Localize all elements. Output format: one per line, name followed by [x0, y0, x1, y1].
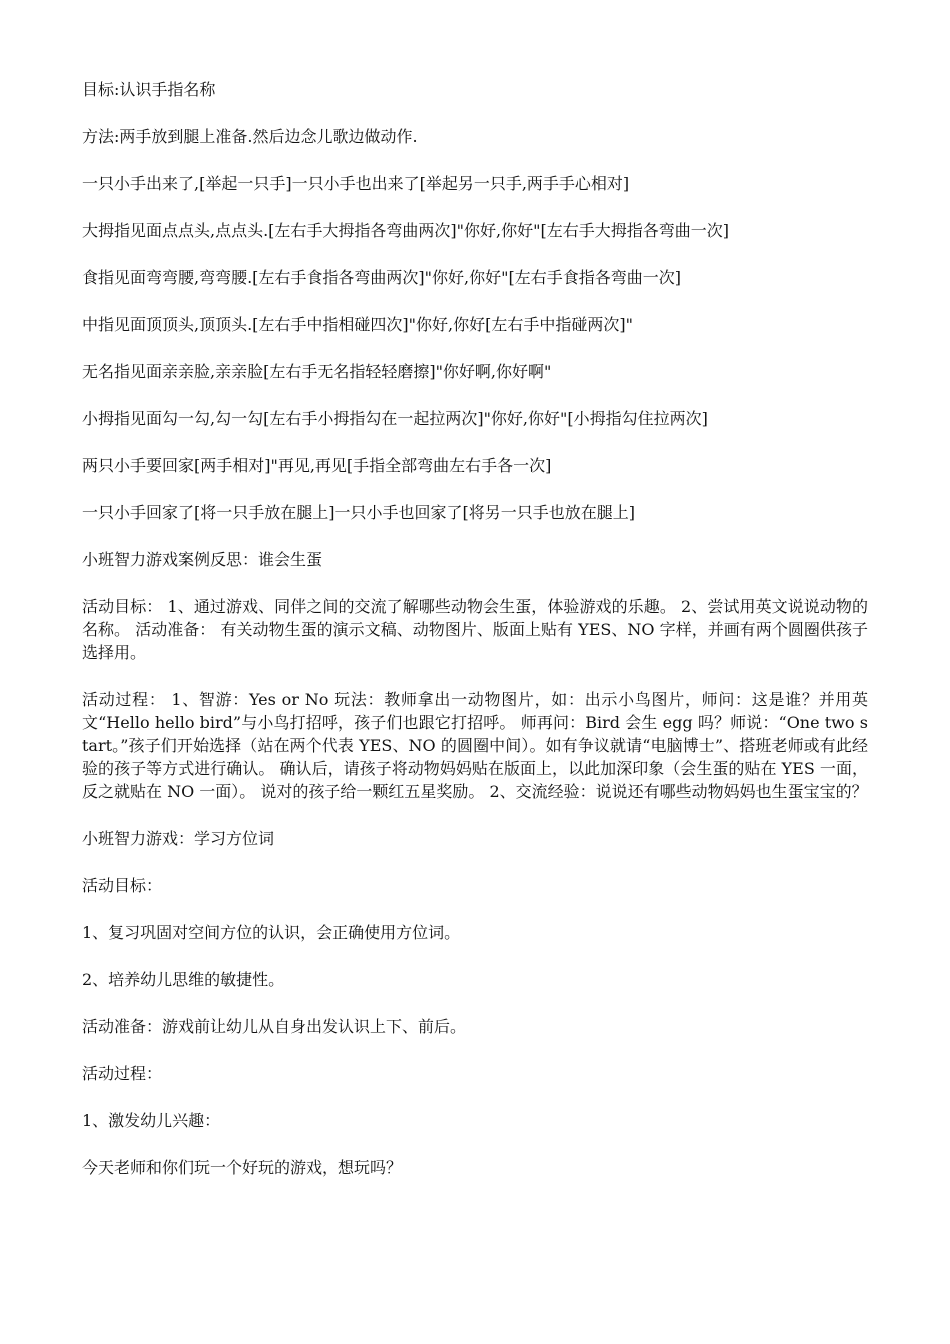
rhyme-line-index: 食指见面弯弯腰,弯弯腰.[左右手食指各弯曲两次]"你好,你好"[左右手食指各弯曲一次] — [82, 268, 681, 287]
egg-activity-goals: 活动目标： 1、通过游戏、同伴之间的交流了解哪些动物会生蛋，体验游戏的乐趣。 2、尝试用英文说说动物的名称。 活动准备： 有关动物生蛋的演示文稿、动物图片、版面上贴有 YES、NO 字样，并画有两个圆圈供孩子选择用。 — [82, 597, 868, 662]
rhyme-line-middle: 中指见面顶顶头,顶顶头.[左右手中指相碰四次]"你好,你好[左右手中指碰两次]" — [82, 315, 633, 334]
position-process-heading: 活动过程： — [82, 1064, 163, 1083]
rhyme-line-pinky: 小拇指见面勾一勾,勾一勾[左右手小拇指勾在一起拉两次]"你好,你好"[小拇指勾住拉两次] — [82, 409, 708, 428]
rhyme-line-end: 一只小手回家了[将一只手放在腿上]一只小手也回家了[将另一只手也放在腿上] — [82, 503, 635, 522]
rhyme-line-1: 一只小手出来了,[举起一只手]一只小手也出来了[举起另一只手,两手手心相对] — [82, 174, 630, 193]
position-preparation: 活动准备：游戏前让幼儿从自身出发认识上下、前后。 — [82, 1017, 467, 1036]
rhyme-line-thumb: 大拇指见面点点头,点点头.[左右手大拇指各弯曲两次]"你好,你好"[左右手大拇指各弯曲一次] — [82, 221, 729, 240]
egg-activity-process: 活动过程： 1、智游：Yes or No 玩法：教师拿出一动物图片，如：出示小鸟图片，师问：这是谁？并用英文“Hello hello bird”与小鸟打招呼，孩子们也跟它打招呼。 师再问：Bird 会生 egg 吗？师说：“One two start。”孩子们开始选择（站在两个代表 YES、NO 的圆圈中间）。如有争议就请“电脑博士”、搭班老师或有此经验的孩子等方式进行确认。 确认后，请孩子将动物妈妈贴在版面上，以此加深印象（会生蛋的贴在 YES 一面，反之就贴在 NO 一面）。 说对的孩子给一颗红五星奖励。 2、交流经验：说说还有哪些动物妈妈也生蛋宝宝的？ — [82, 690, 868, 801]
position-goal-1: 1、复习巩固对空间方位的认识，会正确使用方位词。 — [82, 923, 461, 942]
method-line: 方法:两手放到腿上准备.然后边念儿歌边做动作. — [82, 127, 418, 146]
goal-line: 目标:认识手指名称 — [82, 80, 216, 99]
rhyme-line-ring: 无名指见面亲亲脸,亲亲脸[左右手无名指轻轻磨擦]"你好啊,你好啊" — [82, 362, 552, 381]
position-goal-2: 2、培养幼儿思维的敏捷性。 — [82, 970, 285, 989]
section-heading-egg: 小班智力游戏案例反思：谁会生蛋 — [82, 550, 323, 569]
rhyme-line-home: 两只小手要回家[两手相对]"再见,再见[手指全部弯曲左右手各一次] — [82, 456, 552, 475]
section-heading-position: 小班智力游戏：学习方位词 — [82, 829, 275, 848]
position-step-1: 1、激发幼儿兴趣： — [82, 1111, 221, 1130]
document-page — [82, 78, 868, 1203]
position-step-1-text: 今天老师和你们玩一个好玩的游戏，想玩吗？ — [82, 1158, 403, 1177]
position-goal-heading: 活动目标： — [82, 876, 163, 895]
